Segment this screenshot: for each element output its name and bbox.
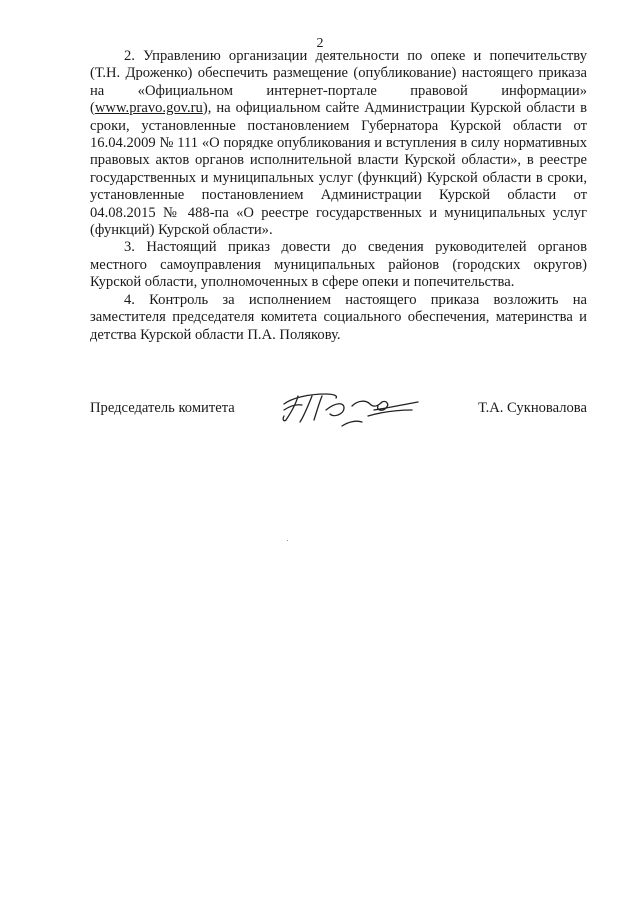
signature-block bbox=[90, 398, 587, 438]
paragraph-2 bbox=[90, 48, 587, 239]
page-number: 2 bbox=[316, 36, 324, 51]
signer-position: Председатель комитета bbox=[90, 400, 235, 416]
paragraph-3: 3. Настоящий приказ довести до сведения руководителей органов местного самоуправления муниципальных районов (городских округов) Курской области, уполномоченных в сфере опеки и попечительства. bbox=[90, 239, 587, 291]
document-body bbox=[90, 48, 587, 344]
handwritten-signature bbox=[278, 388, 428, 436]
signer-name: Т.А. Сукновалова bbox=[478, 400, 587, 416]
pravo-link[interactable]: www.pravo.gov.ru bbox=[94, 100, 203, 117]
paragraph-4: 4. Контроль за исполнением настоящего приказа возложить на заместителя председателя комитета социального обеспечения, материнства и детства Курской области П.А. Полякову. bbox=[90, 291, 587, 343]
scan-speck bbox=[287, 540, 288, 541]
paragraph-2-prefix: 2. Управлению организации деятельности по опеке и попечительству (Т.Н. Дроженко) обеспечить размещение (опубликование) настоящего приказа на «Официальном интернет-портале правовой информации» ( bbox=[90, 48, 587, 117]
paragraph-2-suffix: ), на официальном сайте Администрации Курской области в сроки, установленные постановлением Губернатора Курской области от 16.04.2009 № 111 «О порядке опубликования и вступления в силу нормативных правовых актов органов исполнительной власти Курской области», в реестре государственных и муниципальных услуг (функций) Курской области в сроки, установленные постановлением Администрации Курской области от 04.08.2015 № 488-па «О реестре государственных и муниципальных услуг (функций) Курской области». bbox=[90, 100, 587, 239]
